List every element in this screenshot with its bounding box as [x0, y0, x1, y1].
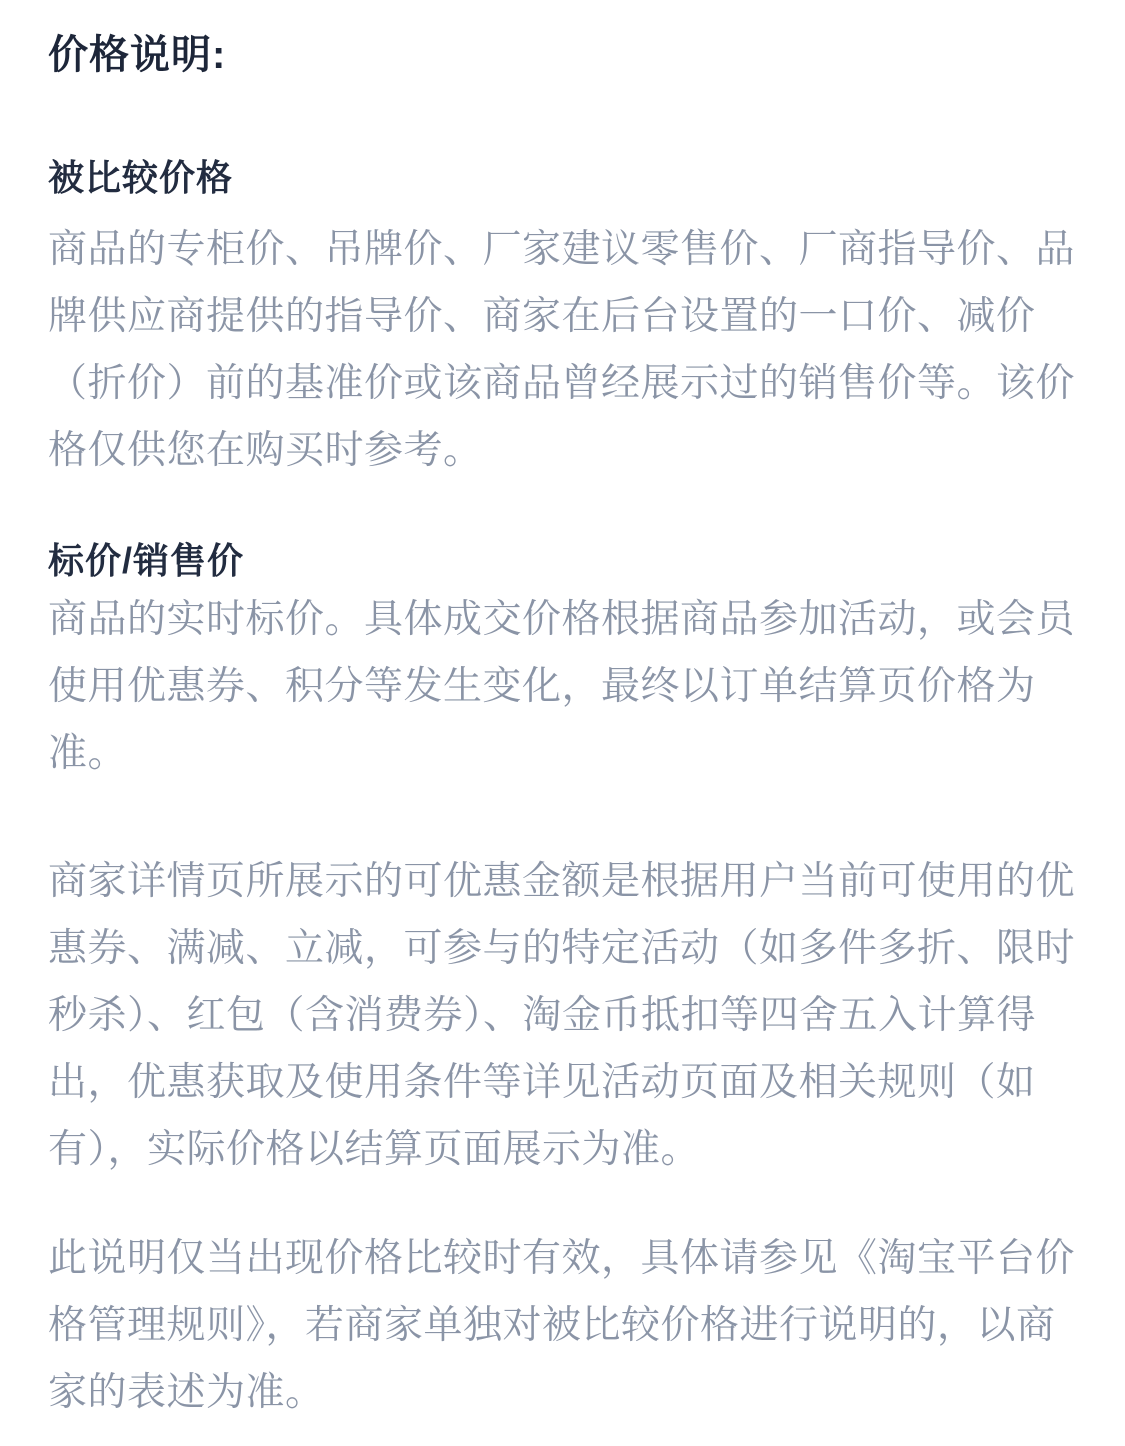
- paragraph-discount-note: 商家详情页所展示的可优惠金额是根据用户当前可使用的优惠券、满减、立减，可参与的特定活动（如多件多折、限时秒杀）、红包（含消费券）、淘金币抵扣等四舍五入计算得出，优惠获取及使用条件等详见活动页面及相关规则（如有），实际价格以结算页面展示为准。: [48, 860, 1076, 1171]
- compared-price-heading: 被比较价格: [48, 157, 234, 198]
- page-title: 价格说明:: [48, 33, 227, 77]
- section-compared-price: [48, 153, 1077, 484]
- paragraph-disclaimer: 此说明仅当出现价格比较时有效，具体请参见《淘宝平台价格管理规则》，若商家单独对被比较价格进行说明的，以商家的表述为准。: [48, 1237, 1076, 1414]
- sale-price-body: 商品的实时标价。具体成交价格根据商品参加活动，或会员使用优惠券、积分等发生变化，最终以订单结算页价格为准。: [48, 598, 1076, 775]
- sale-price-heading: 标价/销售价: [48, 540, 245, 581]
- section-sale-price: [48, 536, 1077, 787]
- compared-price-body: 商品的专柜价、吊牌价、厂家建议零售价、厂商指导价、品牌供应商提供的指导价、商家在后台设置的一口价、减价（折价）前的基准价或该商品曾经展示过的销售价等。该价格仅供您在购买时参考。: [48, 228, 1076, 472]
